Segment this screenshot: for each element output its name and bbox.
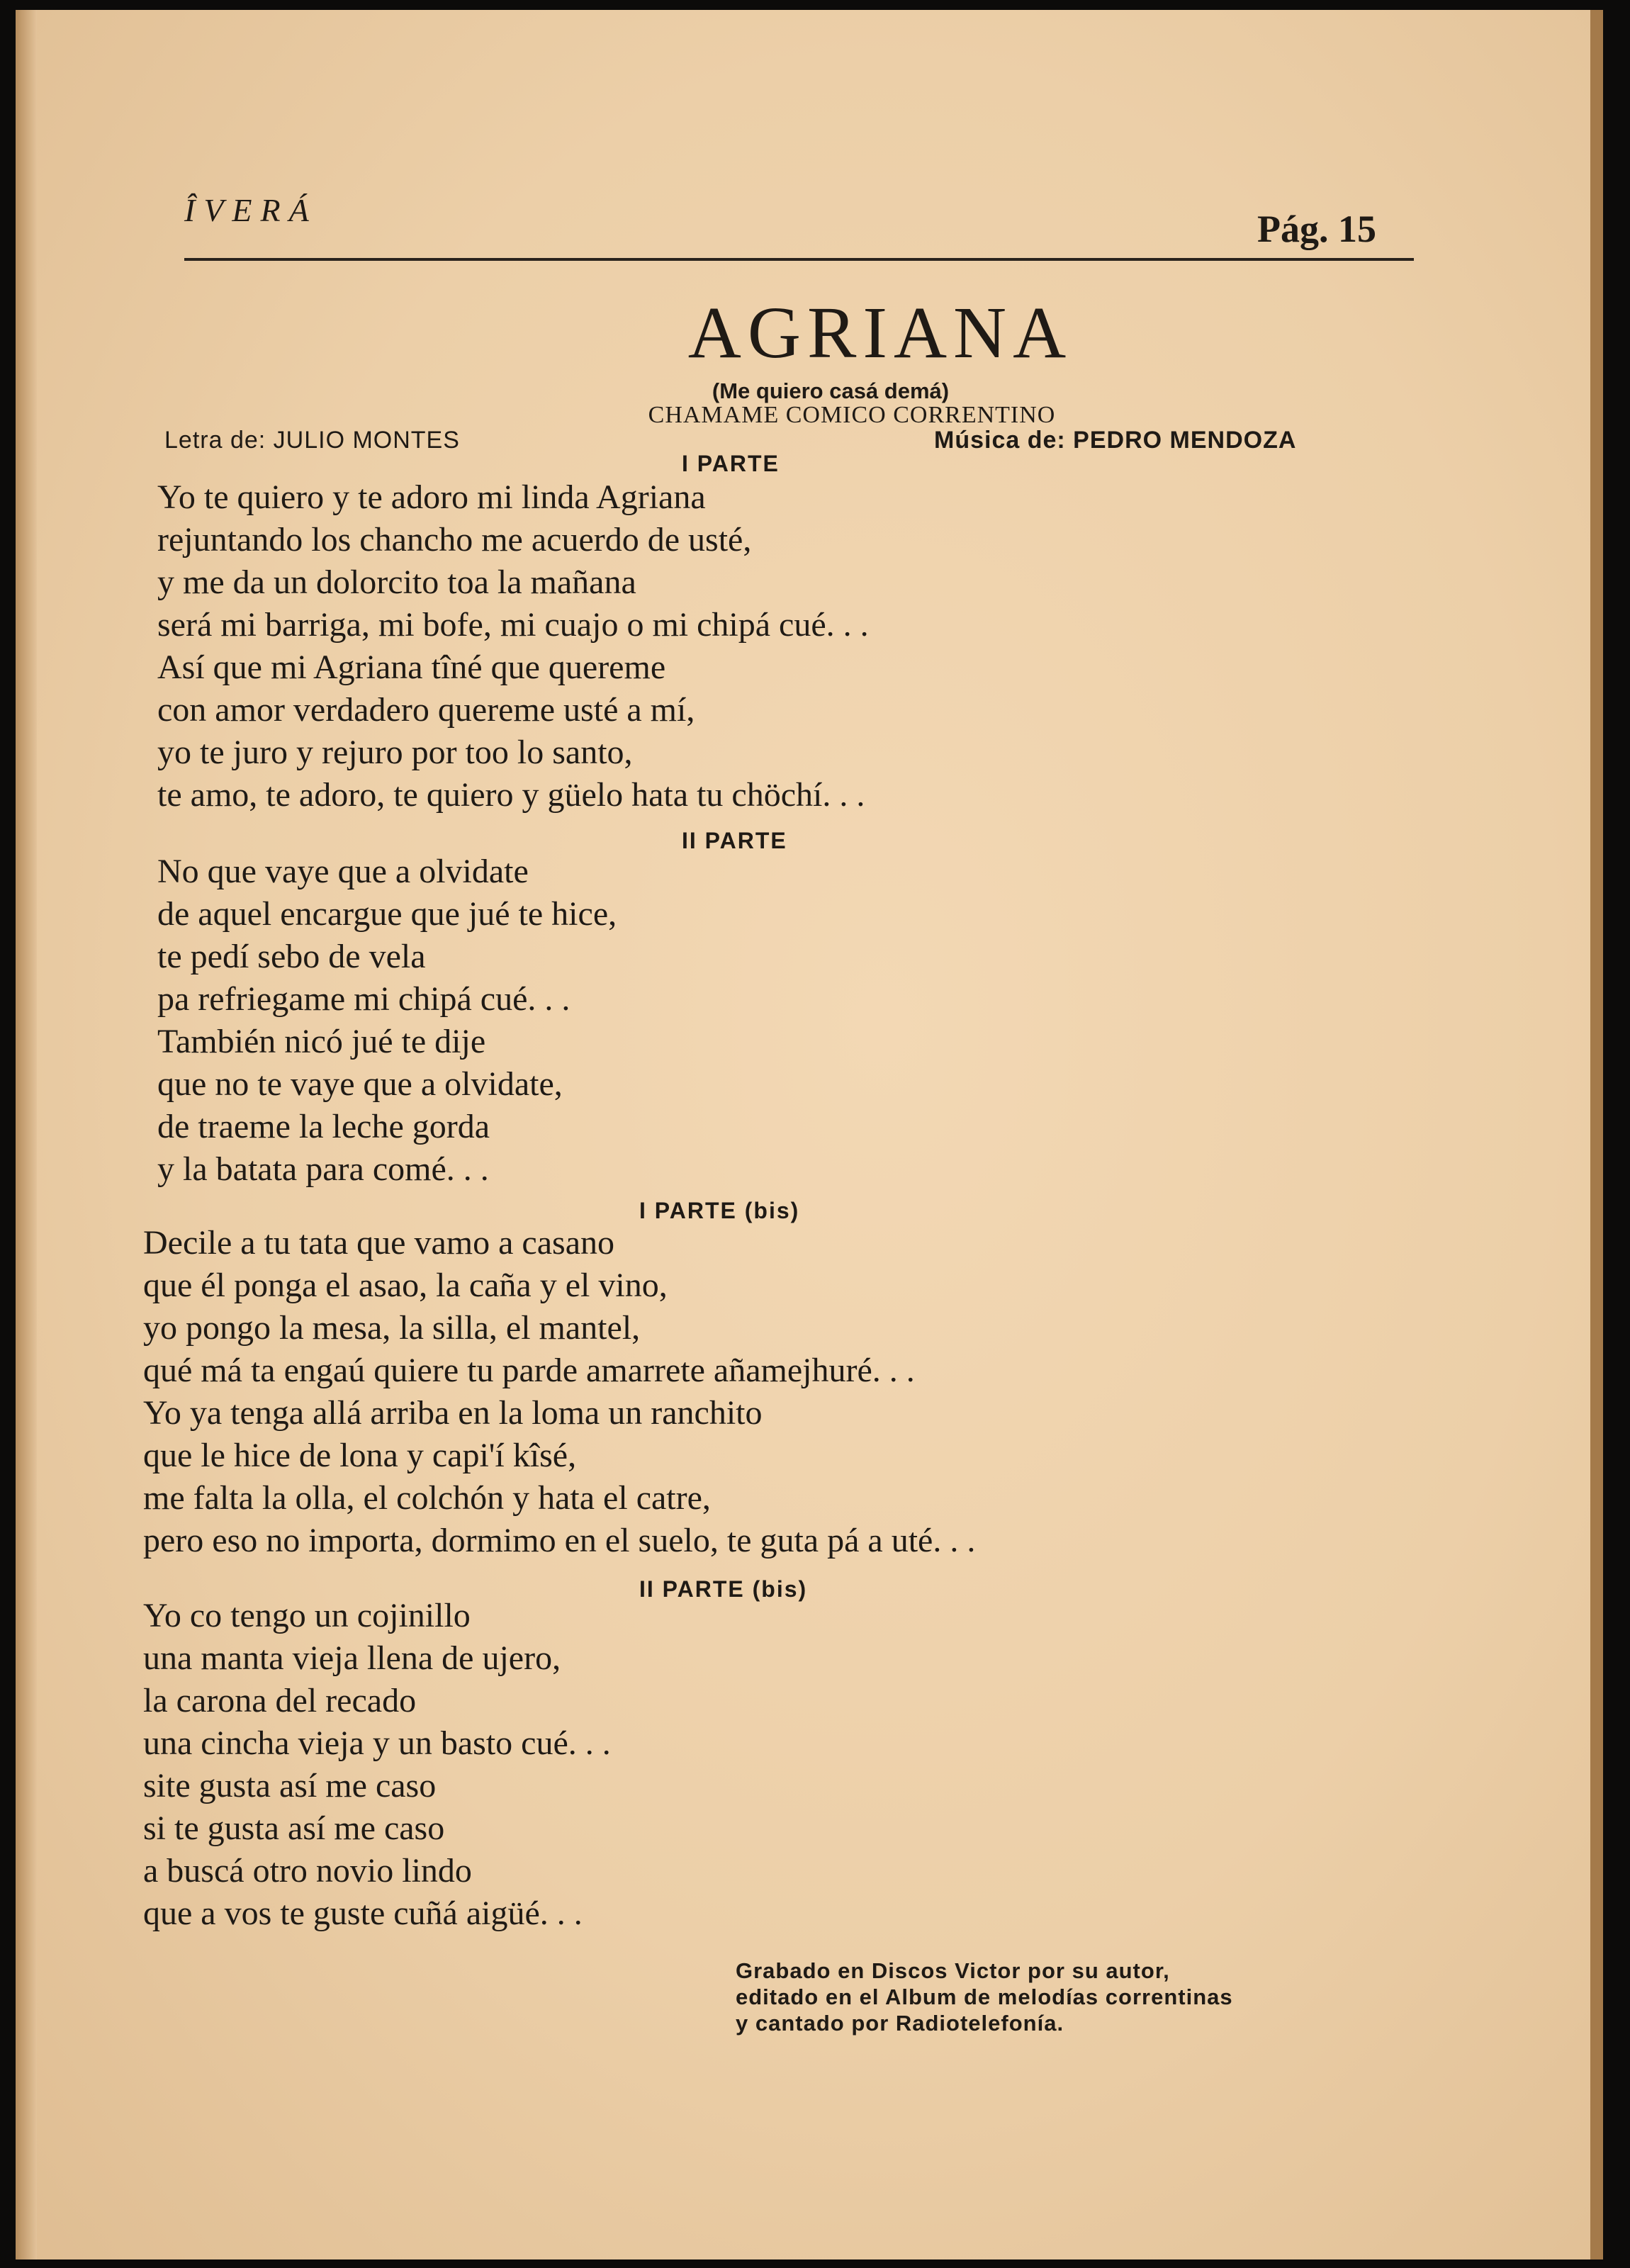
verse-3 xyxy=(143,1222,975,1562)
lyric-line: que a vos te guste cuñá aigüé. . . xyxy=(143,1894,583,1932)
recording-note xyxy=(736,1958,1233,2036)
lyric-line: la carona del recado xyxy=(143,1682,417,1719)
section-label: I PARTE xyxy=(682,451,780,476)
section-label: I PARTE (bis) xyxy=(639,1198,800,1223)
lyric-line: que él ponga el asao, la caña y el vino, xyxy=(143,1267,668,1304)
lyric-line: una cincha vieja y un basto cué. . . xyxy=(143,1724,611,1762)
lyric-line: a buscá otro novio lindo xyxy=(143,1852,472,1890)
section-label: II PARTE xyxy=(682,828,787,853)
lyrics-credit: Letra de: JULIO MONTES xyxy=(164,427,460,454)
lyric-line: y la batata para comé. . . xyxy=(157,1150,489,1188)
lyric-line: rejuntando los chancho me acuerdo de usté, xyxy=(157,521,752,558)
lyric-line: Decile a tu tata que vamo a casano xyxy=(143,1224,615,1262)
song-genre: CHAMAME COMICO CORRENTINO xyxy=(648,402,1056,428)
lyric-line: pa refriegame mi chipá cué. . . xyxy=(157,980,570,1018)
section-label: II PARTE (bis) xyxy=(639,1576,808,1602)
lyric-line: No que vaye que a olvidate xyxy=(157,853,529,890)
lyric-line: que no te vaye que a olvidate, xyxy=(157,1065,563,1103)
song-subtitle: (Me quiero casá demá) xyxy=(712,378,950,403)
header-rule xyxy=(184,258,1414,261)
lyric-line: y me da un dolorcito toa la mañana xyxy=(157,563,636,601)
verse-2 xyxy=(157,850,617,1191)
lyric-line: site gusta así me caso xyxy=(143,1767,437,1804)
magazine-page xyxy=(16,10,1603,2259)
lyric-line: Yo te quiero y te adoro mi linda Agriana xyxy=(157,478,706,516)
lyric-line: que le hice de lona y capi'í kîsé, xyxy=(143,1437,577,1474)
footnote-line: editado en el Album de melodías correntinas xyxy=(736,1984,1233,2009)
lyric-line: Así que mi Agriana tîné que quereme xyxy=(157,649,666,686)
lyric-line: yo te juro y rejuro por too lo santo, xyxy=(157,734,633,771)
lyric-line: de aquel encargue que jué te hice, xyxy=(157,895,617,933)
lyric-line: yo pongo la mesa, la silla, el mantel, xyxy=(143,1309,641,1347)
lyric-line: te pedí sebo de vela xyxy=(157,938,426,975)
lyric-line: Yo co tengo un cojinillo xyxy=(143,1597,471,1634)
lyric-line: pero eso no importa, dormimo en el suelo, te guta pá a uté. . . xyxy=(143,1522,976,1559)
publication-title: ÎVERÁ xyxy=(184,192,317,228)
verse-4 xyxy=(143,1595,611,1935)
lyric-line: Yo ya tenga allá arriba en la loma un ranchito xyxy=(143,1394,763,1432)
page-number: Pág. 15 xyxy=(1257,208,1376,250)
lyric-line: También nicó jué te dije xyxy=(157,1023,486,1060)
lyric-line: con amor verdadero quereme usté a mí, xyxy=(157,691,695,729)
song-title: AGRIANA xyxy=(687,292,1073,374)
footnote-line: Grabado en Discos Victor por su autor, xyxy=(736,1958,1170,1983)
lyric-line: te amo, te adoro, te quiero y güelo hata tu chöchí. . . xyxy=(157,776,865,814)
lyric-line: una manta vieja llena de ujero, xyxy=(143,1639,561,1677)
footnote-line: y cantado por Radiotelefonía. xyxy=(736,2011,1064,2036)
music-credit: Música de: PEDRO MENDOZA xyxy=(934,427,1297,454)
lyric-line: si te gusta así me caso xyxy=(143,1809,445,1847)
lyric-line: me falta la olla, el colchón y hata el catre, xyxy=(143,1479,711,1517)
verse-1 xyxy=(157,476,869,816)
lyric-line: de traeme la leche gorda xyxy=(157,1108,490,1145)
lyric-line: será mi barriga, mi bofe, mi cuajo o mi chipá cué. . . xyxy=(157,606,869,644)
lyric-line: qué má ta engaú quiere tu parde amarrete añamejhuré. . . xyxy=(143,1352,915,1389)
